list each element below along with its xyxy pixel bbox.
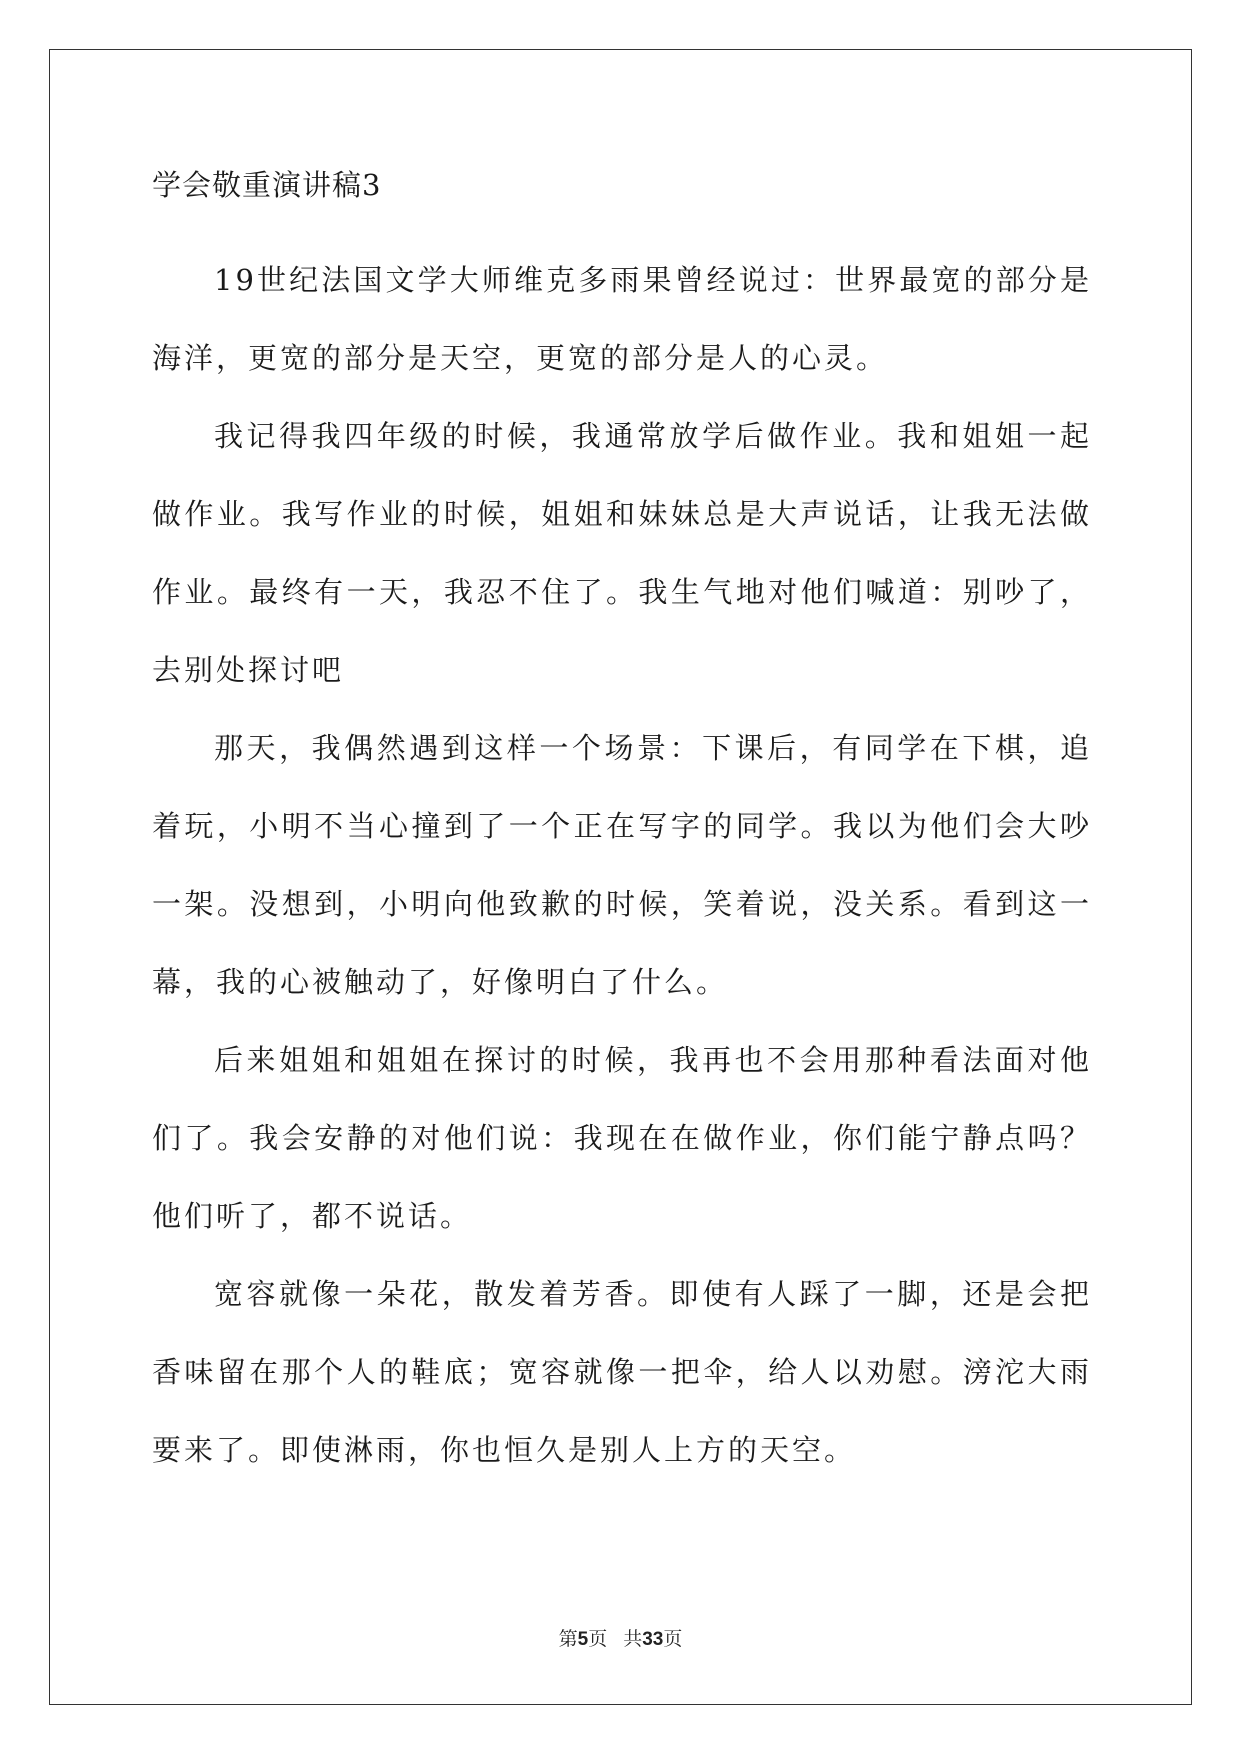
footer-total-prefix: 共 <box>623 1628 643 1650</box>
footer-page-number: 5 <box>577 1629 589 1650</box>
page-footer <box>0 1626 1241 1653</box>
document-body <box>152 165 1092 1489</box>
document-title: 学会敬重演讲稿3 <box>152 168 382 202</box>
footer-page-prefix: 第 <box>558 1628 578 1650</box>
paragraph-5: 宽容就像一朵花，散发着芳香。即使有人踩了一脚，还是会把香味留在那个人的鞋底；宽容就像一把伞，给人以劝慰。滂沱大雨要来了。即使淋雨，你也恒久是别人上方的天空。 <box>152 1277 1092 1467</box>
footer-total-pages: 33 <box>642 1629 664 1650</box>
paragraph-2: 我记得我四年级的时候，我通常放学后做作业。我和姐姐一起做作业。我写作业的时候，姐姐和妹妹总是大声说话，让我无法做作业。最终有一天，我忍不住了。我生气地对他们喊道：别吵了，去别处探讨吧 <box>152 419 1092 687</box>
footer-total-suffix: 页 <box>663 1628 683 1650</box>
paragraph-4: 后来姐姐和姐姐在探讨的时候，我再也不会用那种看法面对他们了。我会安静的对他们说：我现在在做作业，你们能宁静点吗？他们听了，都不说话。 <box>152 1043 1092 1233</box>
footer-page-suffix: 页 <box>588 1628 608 1650</box>
paragraph-1: 19世纪法国文学大师维克多雨果曾经说过：世界最宽的部分是海洋，更宽的部分是天空，更宽的部分是人的心灵。 <box>152 263 1092 375</box>
paragraph-3: 那天，我偶然遇到这样一个场景：下课后，有同学在下棋，追着玩，小明不当心撞到了一个正在写字的同学。我以为他们会大吵一架。没想到，小明向他致歉的时候，笑着说，没关系。看到这一幕，我的心被触动了，好像明白了什么。 <box>152 731 1092 999</box>
